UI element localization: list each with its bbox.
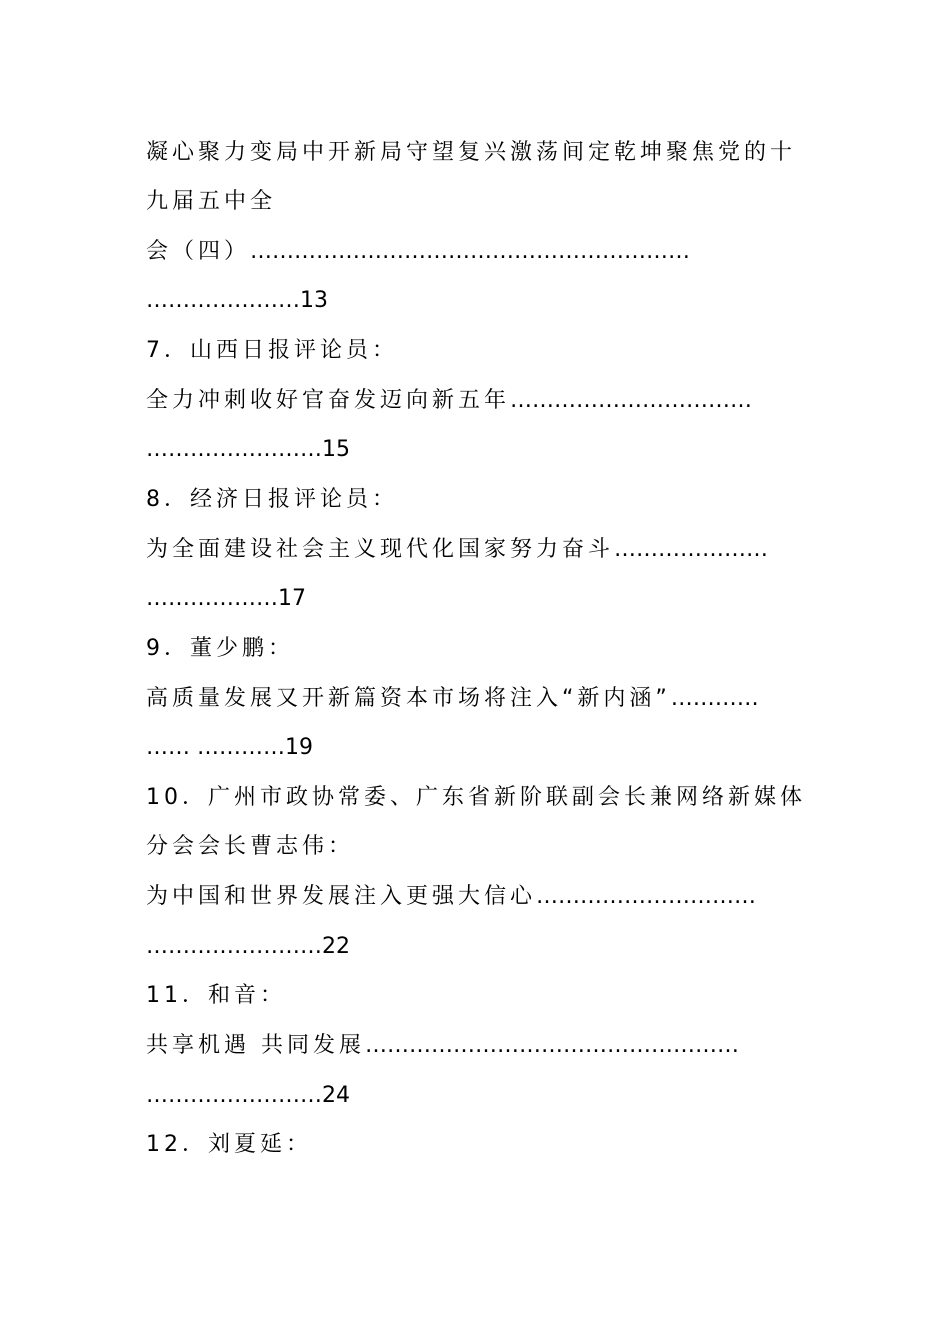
toc-author: 12．刘夏延： bbox=[146, 1132, 312, 1157]
toc-page-line bbox=[146, 425, 806, 475]
toc-author-line bbox=[146, 822, 806, 872]
toc-title-line bbox=[146, 177, 806, 227]
toc-leader-dots: …………………………… bbox=[510, 388, 753, 413]
toc-author: 11．和音： bbox=[146, 983, 286, 1008]
toc-title-text: 会（四） bbox=[146, 239, 251, 264]
toc-title-text: 九届五中全 bbox=[146, 189, 277, 214]
toc-author: 7．山西日报评论员： bbox=[146, 338, 398, 363]
toc-title-text: 凝心聚力变局中开新局守望复兴激荡间定乾坤聚焦党的十 bbox=[146, 140, 797, 165]
toc-leader-dots: …………………………………………… bbox=[365, 1033, 739, 1058]
toc-page-number: 19 bbox=[285, 735, 313, 760]
toc-author: 10．广州市政协常委、广东省新阶联副会长兼网络新媒体 bbox=[146, 785, 806, 810]
toc-title-text: 为中国和世界发展注入更强大信心 bbox=[146, 884, 537, 909]
toc-title-text: 共享机遇 共同发展 bbox=[146, 1033, 365, 1058]
toc-author-line bbox=[146, 475, 806, 525]
toc-leader-dots: …………………… bbox=[146, 934, 322, 959]
toc-leader-dots: …………………… bbox=[146, 1083, 322, 1108]
toc-leader-dots: …… ………… bbox=[146, 735, 285, 760]
toc-leader-dots: ………………… bbox=[614, 537, 769, 562]
toc-page-line bbox=[146, 922, 806, 972]
toc-author: 8．经济日报评论员： bbox=[146, 487, 398, 512]
toc-leader-dots: ………………………… bbox=[536, 884, 757, 909]
toc-page-line bbox=[146, 723, 806, 773]
toc-title-line bbox=[146, 525, 806, 575]
toc-leader-dots: ……………… bbox=[146, 586, 278, 611]
toc-leader-dots: ………………… bbox=[146, 288, 300, 313]
toc-page-number: 13 bbox=[300, 288, 328, 313]
toc-page-line bbox=[146, 574, 806, 624]
toc-title-line bbox=[146, 1021, 806, 1071]
toc-page-line bbox=[146, 276, 806, 326]
toc-author-line bbox=[146, 326, 806, 376]
toc-page-number: 15 bbox=[322, 437, 350, 462]
toc-page-line bbox=[146, 1071, 806, 1121]
toc-title-line bbox=[146, 128, 806, 178]
toc-page-number: 22 bbox=[322, 934, 350, 959]
toc-title-text: 高质量发展又开新篇资本市场将注入“新内涵” bbox=[146, 686, 671, 711]
toc-leader-dots: …………………… bbox=[146, 437, 322, 462]
toc-title-line bbox=[146, 376, 806, 426]
toc-leader-dots: ………… bbox=[670, 686, 759, 711]
toc-title-line bbox=[146, 872, 806, 922]
toc-title-text: 为全面建设社会主义现代化国家努力奋斗 bbox=[146, 537, 615, 562]
toc-leader-dots: …………………………………………………… bbox=[250, 239, 691, 264]
toc-page-number: 17 bbox=[278, 586, 306, 611]
toc-author-line bbox=[146, 773, 806, 823]
toc-author: 分会会长曹志伟： bbox=[146, 834, 355, 859]
toc-page-number: 24 bbox=[322, 1083, 350, 1108]
toc-author-line bbox=[146, 624, 806, 674]
toc-author-line bbox=[146, 1120, 806, 1170]
toc-author-line bbox=[146, 971, 806, 1021]
toc-author: 9．董少鹏： bbox=[146, 636, 294, 661]
toc-title-text: 全力冲刺收好官奋发迈向新五年 bbox=[146, 388, 511, 413]
toc-title-line bbox=[146, 227, 806, 277]
toc-title-line bbox=[146, 674, 806, 724]
